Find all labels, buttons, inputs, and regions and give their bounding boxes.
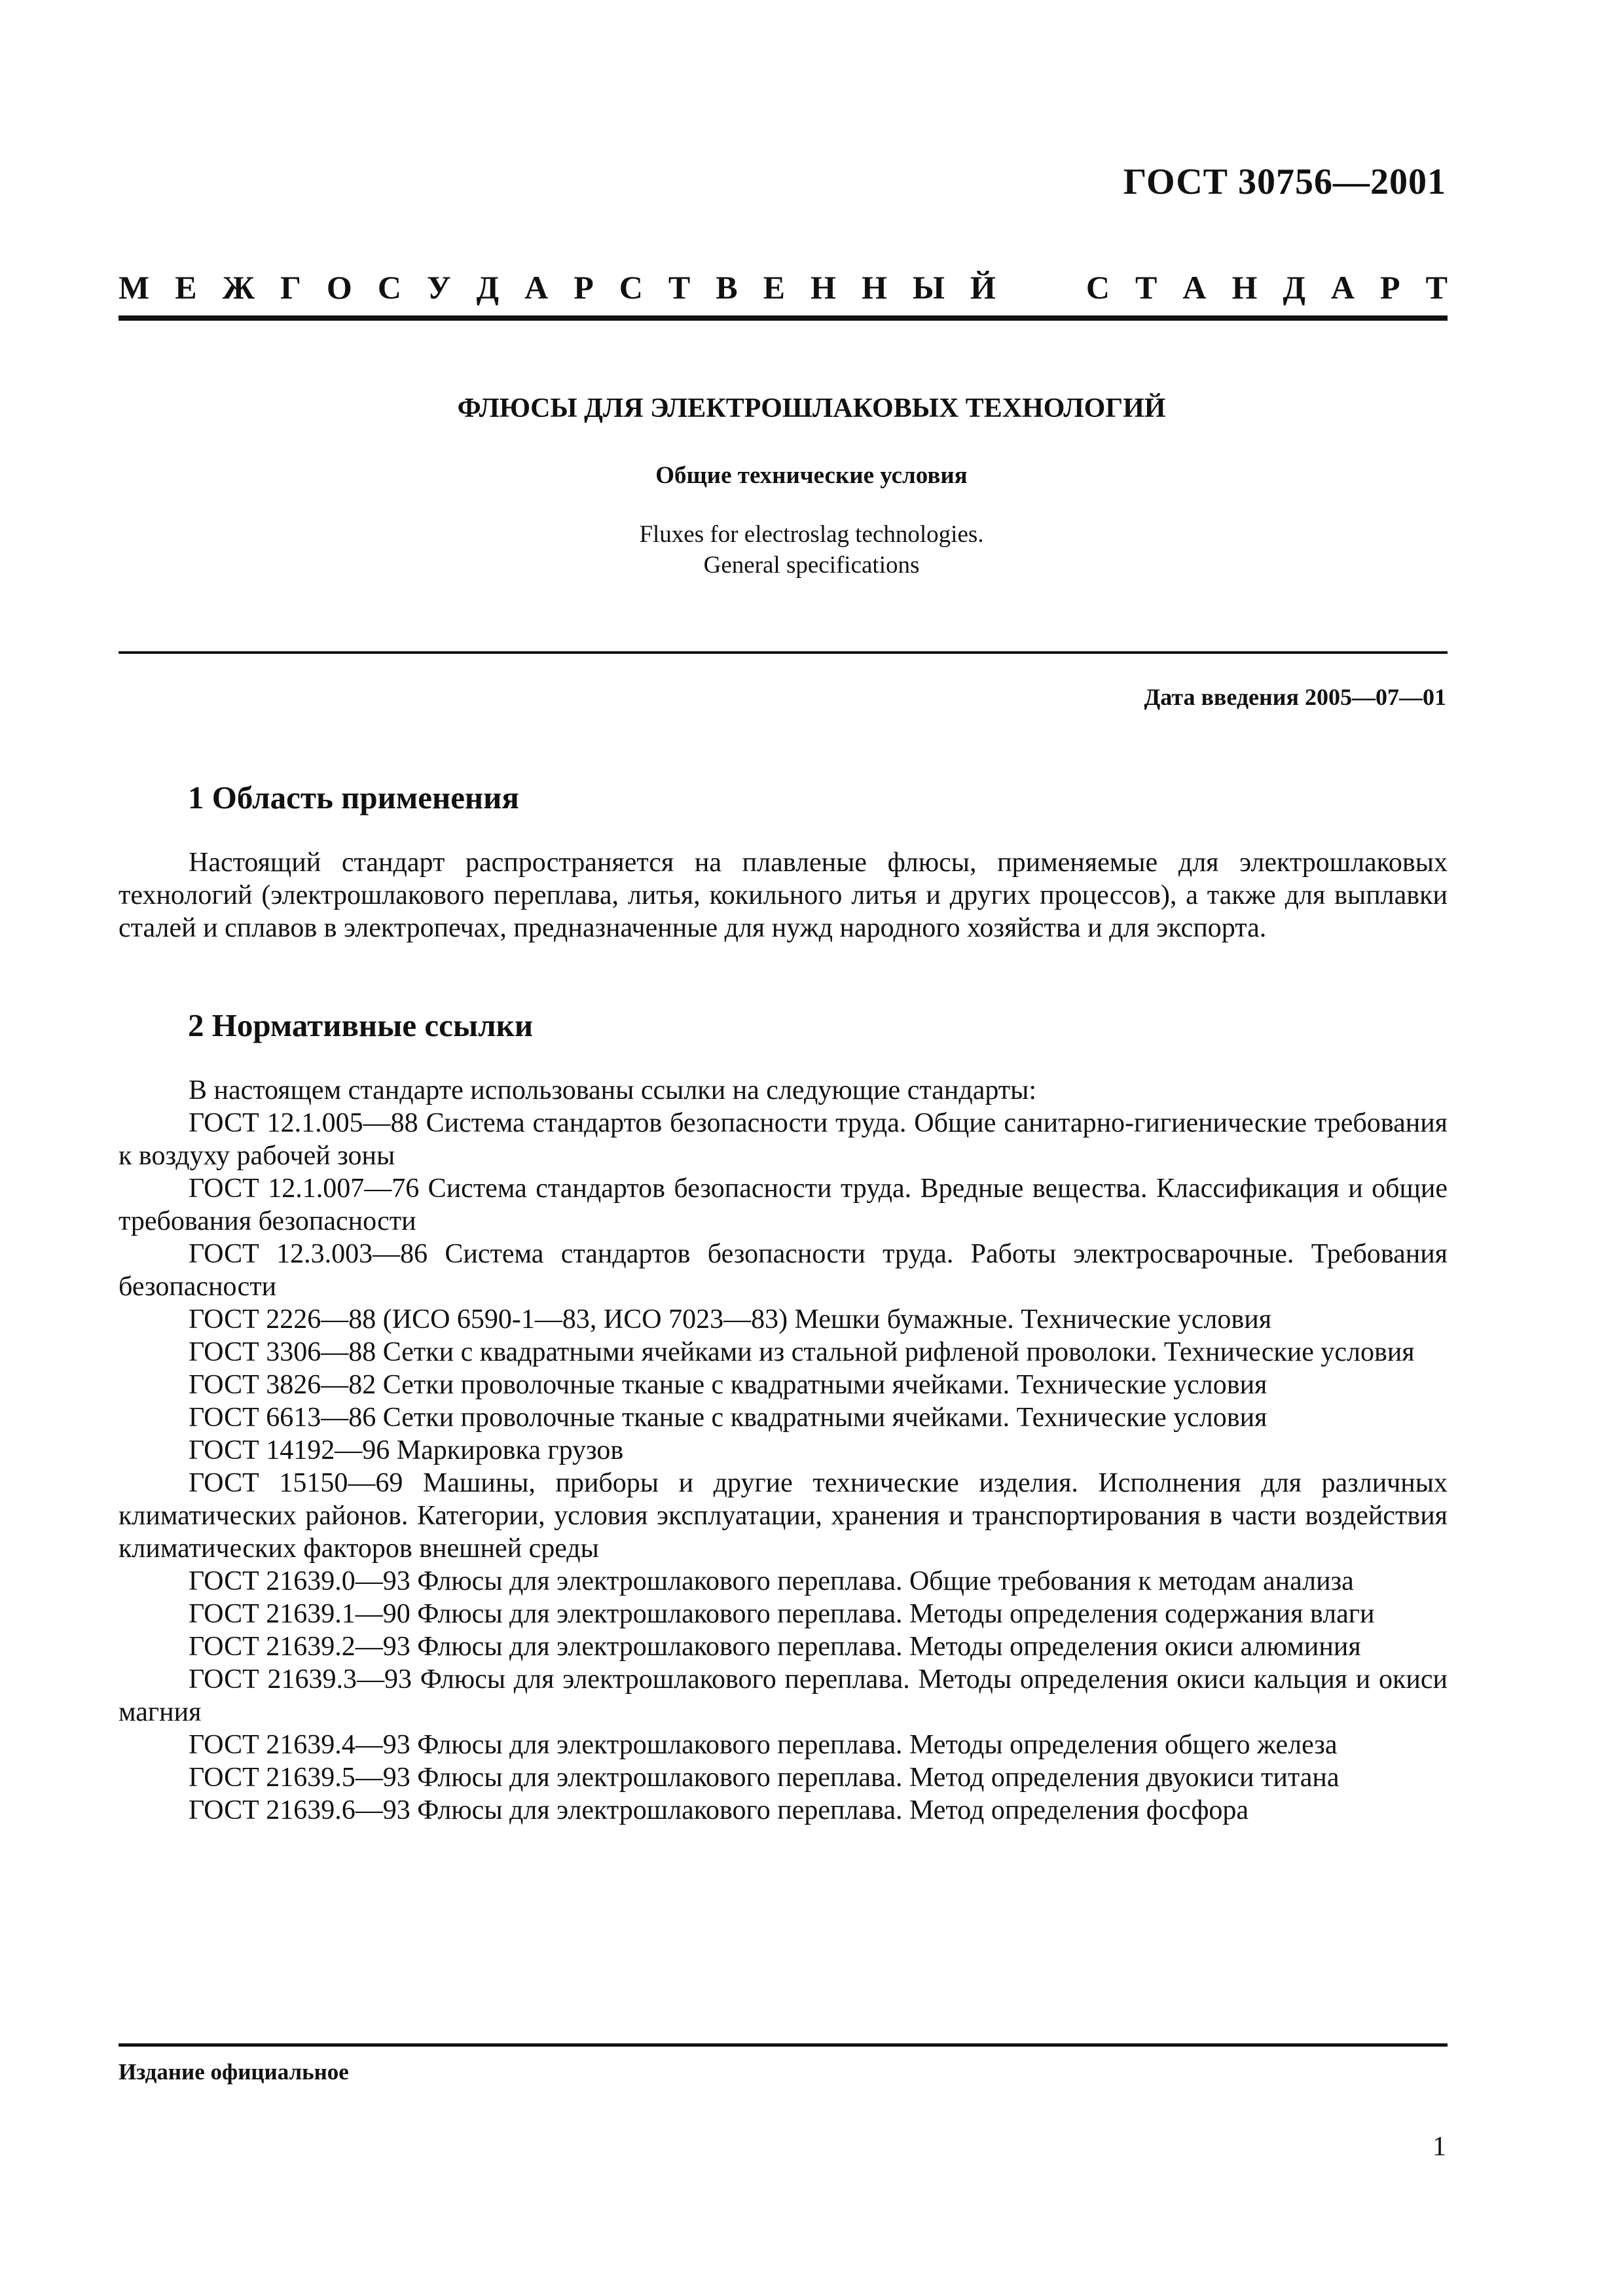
heading-letter: Н	[811, 269, 836, 306]
footer-rule	[119, 2043, 1448, 2047]
introduction-date: Дата введения 2005—07—01	[1144, 684, 1446, 710]
reference-item: ГОСТ 21639.0—93 Флюсы для электрошлакового переплава. Общие требования к методам анализа	[189, 1566, 1354, 1596]
reference-item: ГОСТ 21639.3—93 Флюсы для электрошлакового переплава. Методы определения окиси кальция и окиси магния	[119, 1664, 1448, 1727]
word-gap	[1021, 268, 1061, 306]
interstate-standard-heading	[119, 268, 1448, 306]
heading-letter: Т	[668, 269, 691, 306]
reference-item: ГОСТ 21639.2—93 Флюсы для электрошлакового переплава. Методы определения окиси алюминия	[189, 1632, 1361, 1662]
heading-letter: Ы	[912, 269, 945, 306]
references-intro: В настоящем стандарте использованы ссылки на следующие стандарты:	[189, 1075, 1037, 1105]
heading-letter: Т	[1135, 269, 1158, 306]
heading-letter: Т	[1425, 269, 1448, 306]
heading-letter: В	[716, 269, 738, 306]
heading-letter: О	[326, 269, 352, 306]
header-rule	[119, 315, 1448, 321]
reference-item: ГОСТ 3306—88 Сетки с квадратными ячейками из стальной рифленой проволоки. Технические условия	[189, 1337, 1415, 1367]
reference-item: ГОСТ 12.1.005—88 Система стандартов безопасности труда. Общие санитарно-гигиенические требования к воздуху рабочей зоны	[119, 1108, 1448, 1171]
heading-letter: Н	[1231, 269, 1258, 306]
scope-paragraph: Настоящий стандарт распространяется на плавленые флюсы, применяемые для электрошлаковых технологий (электрошлакового переплава, литья, кокильного литья и других процессов), а также для выплавки сталей и сплавов в электропечах, предназначенные для нужд народного хозяйства и для экспорта.	[119, 848, 1448, 943]
reference-item: ГОСТ 3826—82 Сетки проволочные тканые с квадратными ячейками. Технические условия	[189, 1370, 1267, 1400]
reference-item: ГОСТ 21639.1—90 Флюсы для электрошлакового переплава. Методы определения содержания влаги	[189, 1599, 1375, 1629]
reference-item: ГОСТ 6613—86 Сетки проволочные тканые с квадратными ячейками. Технические условия	[189, 1403, 1267, 1433]
reference-item: ГОСТ 15150—69 Машины, приборы и другие технические изделия. Исполнения для различных климатических районов. Категории, условия эксплуатации, хранения и транспортирования в части воздействия климатических факторов внешней среды	[119, 1468, 1448, 1564]
heading-letter: Ж	[222, 269, 255, 306]
document-subtitle: Общие технические условия	[655, 462, 968, 489]
title-rule	[119, 651, 1448, 654]
heading-letter: Г	[280, 269, 301, 306]
reference-item: ГОСТ 21639.6—93 Флюсы для электрошлакового переплава. Метод определения фосфора	[189, 1795, 1249, 1825]
gost-number: ГОСТ 30756—2001	[1123, 162, 1446, 202]
heading-letter: С	[1085, 269, 1110, 306]
english-title-line: Fluxes for electroslag technologies.	[639, 521, 984, 548]
document-title: ФЛЮСЫ ДЛЯ ЭЛЕКТРОШЛАКОВЫХ ТЕХНОЛОГИЙ	[457, 393, 1166, 423]
official-edition-label: Издание официальное	[119, 2059, 349, 2085]
heading-letter: А	[1182, 269, 1207, 306]
heading-letter: М	[119, 269, 150, 306]
heading-letter: У	[426, 269, 451, 306]
heading-letter: Й	[970, 269, 996, 306]
heading-letter: Р	[574, 269, 594, 306]
english-title	[0, 519, 1623, 581]
section-1-body	[119, 846, 1448, 944]
heading-letter: Д	[1283, 269, 1305, 306]
heading-letter: Е	[175, 269, 197, 306]
heading-letter: Е	[763, 269, 785, 306]
section-2-body	[119, 1074, 1448, 1827]
reference-item: ГОСТ 21639.4—93 Флюсы для электрошлакового переплава. Методы определения общего железа	[189, 1730, 1338, 1760]
reference-item: ГОСТ 12.1.007—76 Система стандартов безопасности труда. Вредные вещества. Классификация и общие требования безопасности	[119, 1174, 1448, 1236]
heading-letter: Р	[1380, 269, 1400, 306]
reference-item: ГОСТ 21639.5—93 Флюсы для электрошлакового переплава. Метод определения двуокиси титана	[189, 1763, 1340, 1793]
reference-item: ГОСТ 12.3.003—86 Система стандартов безопасности труда. Работы электросварочные. Требования безопасности	[119, 1239, 1448, 1302]
section-2-heading: 2 Нормативные ссылки	[188, 1007, 534, 1043]
page-number: 1	[1432, 2132, 1446, 2162]
section-1-heading: 1 Область применения	[188, 780, 519, 816]
heading-letter: А	[1330, 269, 1355, 306]
heading-letter: Н	[861, 269, 887, 306]
heading-letter: А	[524, 269, 549, 306]
heading-letter: С	[377, 269, 401, 306]
reference-item: ГОСТ 2226—88 (ИСО 6590-1—83, ИСО 7023—83) Мешки бумажные. Технические условия	[189, 1304, 1272, 1335]
heading-letter: Д	[476, 269, 500, 306]
reference-item: ГОСТ 14192—96 Маркировка грузов	[189, 1435, 624, 1465]
english-title-line: General specifications	[703, 552, 920, 579]
heading-letter: С	[619, 269, 643, 306]
